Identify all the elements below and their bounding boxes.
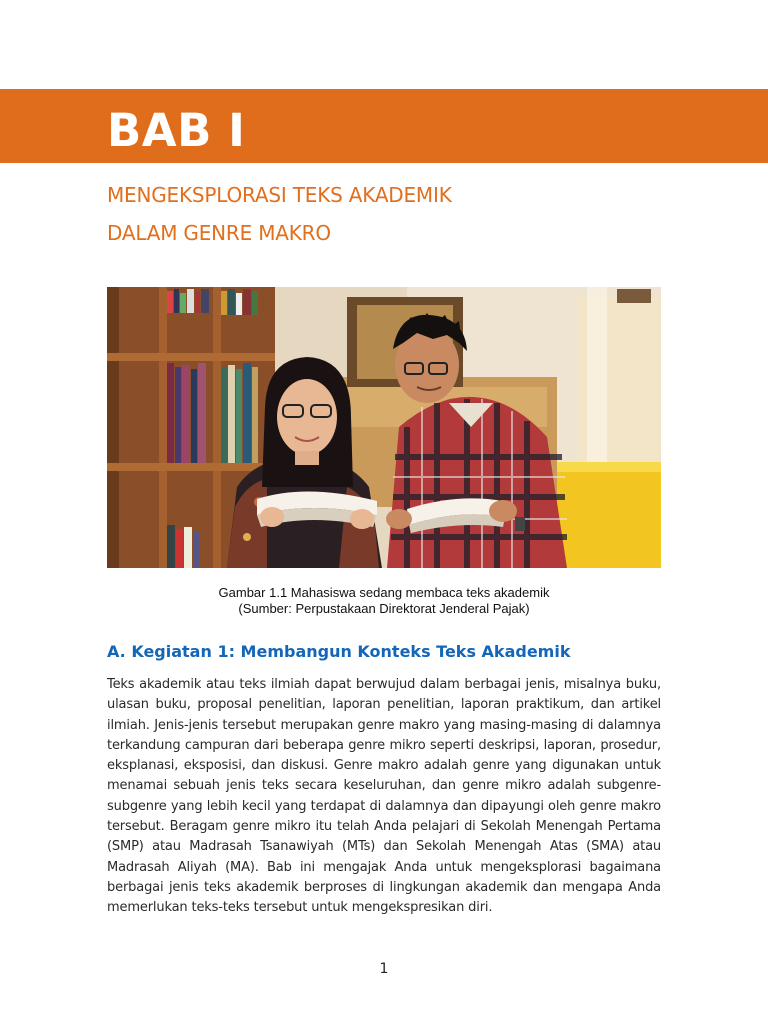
chapter-subtitle-line-2: DALAM GENRE MAKRO	[107, 221, 331, 245]
chapter-subtitle	[107, 176, 667, 252]
section-heading: A. Kegiatan 1: Membangun Konteks Teks Akademik	[107, 642, 571, 661]
chapter-subtitle-line-1: MENGEKSPLORASI TEKS AKADEMIK	[107, 183, 452, 207]
figure-caption-line-1: Gambar 1.1 Mahasiswa sedang membaca teks akademik	[218, 585, 550, 600]
page-number: 1	[379, 961, 389, 977]
body-paragraph: Teks akademik atau teks ilmiah dapat berwujud dalam berbagai jenis, misalnya buku, ulasan buku, proposal penelitian, laporan penelitian, laporan praktikum, dan artikel ilmiah. Jenis-jenis tersebut merupakan genre makro yang masing-masing di dalamnya terkandung campuran dari beberapa genre mikro seperti deskripsi, laporan, prosedur, eksplanasi, eksposisi, dan diskusi. Genre makro adalah genre yang digunakan untuk menamai sebuah jenis teks secara keseluruhan, dan genre mikro adalah subgenre- subgenre yang lebih kecil yang terdapat di dalamnya dan dipayungi oleh genre makro tersebut. Beragam genre mikro itu telah Anda pelajari di Sekolah Menengah Pertama (SMP) atau Madrasah Tsanawiyah (MTs) dan Sekolah Menengah Atas (SMA) atau Madrasah Aliyah (MA). Bab ini mengajak Anda untuk mengeksplorasi bagaimana berbagai jenis teks akademik berproses di lingkungan akademik dan mengapa Anda memerlukan teks-teks tersebut untuk mengekspresikan diri.	[107, 677, 661, 916]
chapter-title: BAB I	[107, 104, 246, 157]
figure-caption-line-2: (Sumber: Perpustakaan Direktorat Jenderal Pajak)	[238, 601, 530, 616]
library-photo	[107, 287, 661, 568]
figure-caption	[107, 585, 661, 617]
